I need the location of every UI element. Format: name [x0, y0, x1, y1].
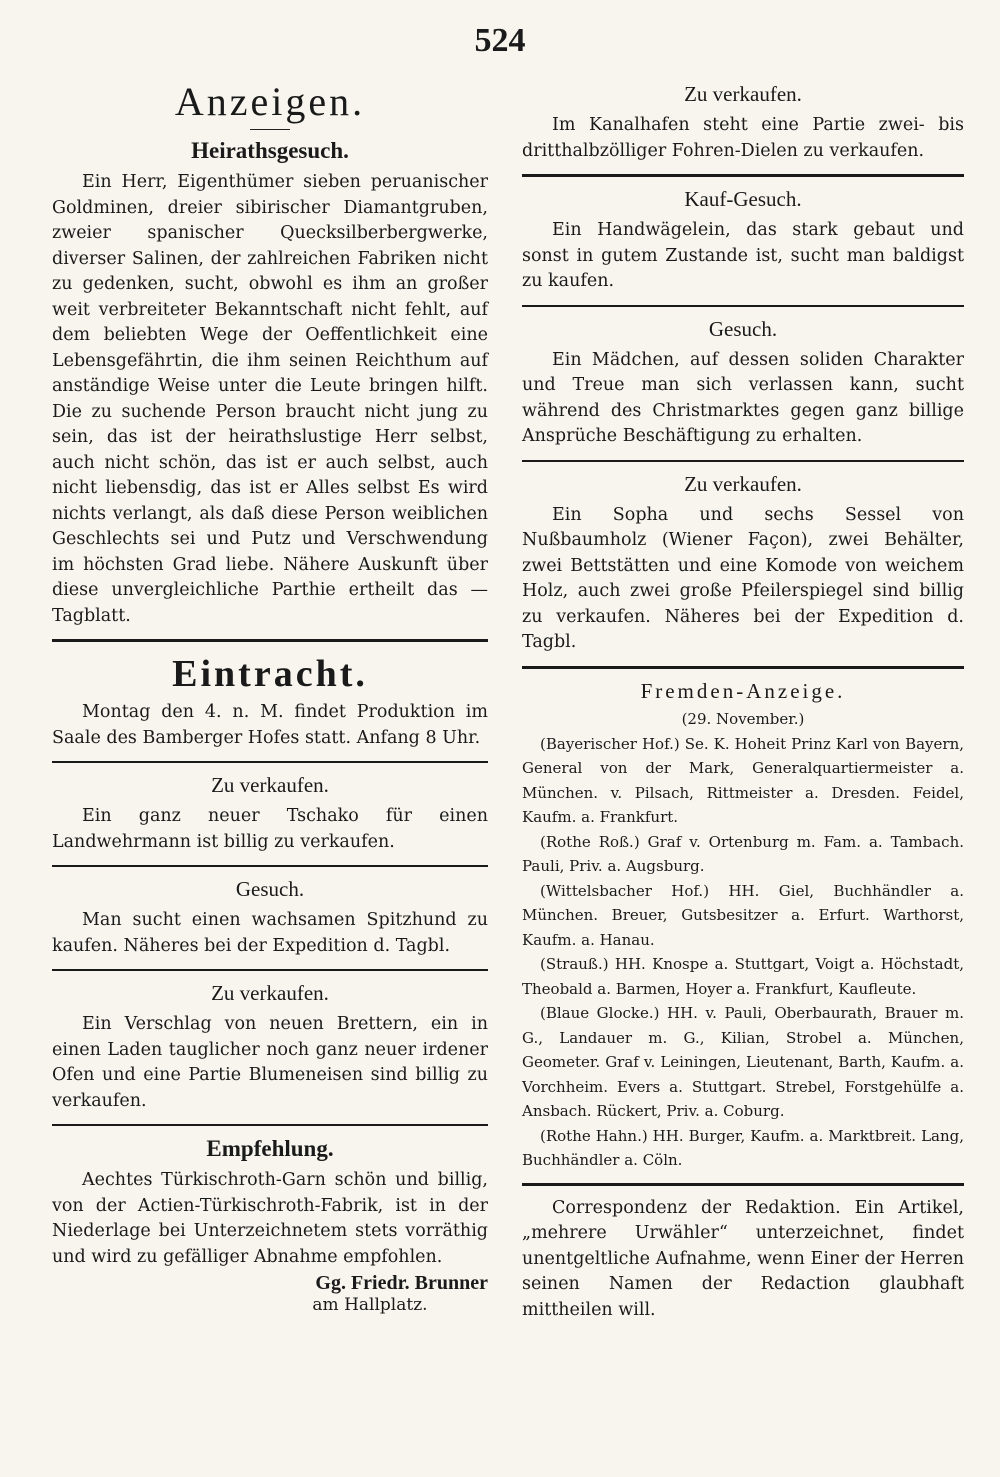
divider: [522, 174, 964, 177]
ad-text-eintracht: Montag den 4. n. M. findet Produktion im Saale des Bamberger Hofes statt. Anfang 8 Uhr.: [52, 702, 488, 748]
ad-sale-dielen: [522, 82, 964, 164]
ad-eintracht: [52, 652, 488, 751]
ad-title-marriage: Heirathsgesuch.: [191, 138, 349, 163]
divider: [52, 1124, 488, 1126]
visitor-entry: (Blaue Glocke.) HH. v. Pauli, Oberbaurath, Brauer m. G., Landauer m. G., Kilian, Strobel a. München, Geometer. Graf v. Leiningen, Lieutenant, Barth, Kaufm. a. Vorchheim. Evers a. Stuttgart. Strebel, Forstgehülfe a. Ansbach. Rückert, Priv. a. Coburg.: [522, 1004, 964, 1120]
ad-text-request: Ein Mädchen, auf dessen soliden Charakter und Treue man sich verlassen kann, sucht während des Christmarktes gegen ganz billige Ansprüche Beschäftigung zu erhalten.: [522, 349, 964, 446]
ad-title-sale: Zu verkaufen.: [211, 773, 329, 797]
ad-title-sale: Zu verkaufen.: [684, 471, 802, 496]
visitor-entry: (Rothe Roß.) Graf v. Ortenburg m. Fam. a. Tambach. Pauli, Priv. a. Augsburg.: [522, 832, 964, 875]
ad-sale-furniture: [522, 472, 964, 656]
signature-name: Gg. Friedr. Brunner: [315, 1272, 488, 1294]
ad-text-recommendation: Aechtes Türkischroth-Garn schön und billig, von der Actien-Türkischroth-Fabrik, ist in der Niederlage bei Unterzeichnetem stets vorräthig und wird zu gefälliger Abnahme empfohlen.: [52, 1170, 488, 1267]
ad-purchase: [522, 187, 964, 295]
divider: [522, 305, 964, 307]
divider: [52, 865, 488, 867]
ad-title-request: Gesuch.: [708, 316, 778, 341]
ad-sale-tschako: [52, 773, 488, 855]
visitor-entry: (Rothe Hahn.) HH. Burger, Kaufm. a. Marktbreit. Lang, Buchhändler a. Cöln.: [522, 1126, 964, 1169]
page-number: 524: [474, 22, 526, 59]
divider: [522, 1183, 964, 1186]
right-column: [522, 78, 964, 1323]
ad-text-purchase: Ein Handwägelein, das stark gebaut und sonst in gutem Zustande ist, sucht man baldigst zu kaufen.: [522, 220, 964, 291]
visitor-entry: (Wittelsbacher Hof.) HH. Giel, Buchhändler a. München. Breuer, Gutsbesitzer a. Erfurt. Warthorst, Kaufm. a. Hanau.: [522, 881, 964, 949]
ad-request-maid: [522, 317, 964, 450]
correspondence-note: [522, 1196, 964, 1324]
divider: [522, 666, 964, 669]
ad-text-marriage: Ein Herr, Eigenthümer sieben peruanischer Goldminen, dreier sibirischer Diamantgruben, zweier spanischer Quecksilberbergwerke, diverser Salinen, der zahlreichen Fabriken nicht zu gedenken, sucht, obwohl es ihm an großer weit verbreiteter Bekanntschaft nicht fehlt, auf dem beliebten Wege der Oeffentlichkeit eine Lebensgefährtin, die ihm seinen Reichthum auf anständige Weise unter die Leute bringen hilft. Die zu suchende Person braucht nicht jung zu sein, das ist der heirathslustige Herr selbst, auch nicht schön, das ist er auch selbst, auch nicht liebensdig, das ist er Alles selbst Es wird nichts verlangt, als daß diese Person weiblichen Geschlechts sei und Putz und Verschwendung im höchsten Grad liebe. Nähere Auskunft über diese unvergleichliche Parthie ertheilt das — Tagblatt.: [52, 172, 488, 626]
ad-title-eintracht: Eintracht.: [172, 653, 368, 695]
divider: [52, 969, 488, 971]
ad-request-dog: [52, 877, 488, 959]
correspondence-text: Correspondenz der Redaktion. Ein Artikel, „mehrere Urwähler“ unterzeichnet, findet unentgeltliche Aufnahme, wenn Einer der Herren seinen Namen der Redaction glaubhaft mittheilen will.: [522, 1197, 964, 1320]
ad-title-sale: Zu verkaufen.: [684, 82, 802, 106]
ad-text-sale: Ein ganz neuer Tschako für einen Landwehrmann ist billig zu verkaufen.: [52, 806, 488, 852]
ad-title-request: Gesuch.: [235, 877, 305, 901]
divider: [52, 639, 488, 642]
visitors-list: [522, 679, 964, 1173]
ad-title-sale: Zu verkaufen.: [211, 981, 329, 1005]
ad-text-sale: Ein Sopha und sechs Sessel von Nußbaumholz (Wiener Façon), zwei Behälter, zwei Bettstätten und eine Komode von weichem Holz, auch zwei große Pfeilerspiegel sind billig zu verkaufen. Näheres bei der Expedition d. Tagbl.: [522, 504, 964, 652]
visitor-entry: (Bayerischer Hof.) Se. K. Hoheit Prinz Karl von Bayern, General von der Mark, Generalquartiermeister a. München. v. Pilsach, Rittmeister a. Dresden. Feidel, Kaufm. a. Frankfurt.: [522, 734, 964, 826]
ad-marriage: [52, 138, 488, 629]
ad-text-request: Man sucht einen wachsamen Spitzhund zu kaufen. Näheres bei der Expedition d. Tagbl.: [52, 910, 488, 956]
short-divider: [250, 129, 290, 130]
signature-place: am Hallplatz.: [312, 1295, 428, 1315]
ad-title-purchase: Kauf-Gesuch.: [684, 187, 802, 211]
ad-title-recommendation: Empfehlung.: [206, 1136, 334, 1161]
section-heading: Anzeigen.: [174, 79, 366, 124]
divider: [52, 761, 488, 763]
ad-text-sale: Ein Verschlag von neuen Brettern, ein in einen Laden tauglicher noch ganz neuer irdener Ofen und eine Partie Blumeneisen sind billig zu verkaufen.: [52, 1014, 488, 1111]
ad-recommendation: [52, 1136, 488, 1315]
ad-title-visitors: Fremden-Anzeige.: [640, 678, 846, 703]
left-column: [52, 78, 488, 1315]
visitors-date: (29. November.): [681, 709, 805, 728]
divider: [522, 460, 964, 462]
ad-text-sale: Im Kanalhafen steht eine Partie zwei- bis dritthalbzölliger Fohren-Dielen zu verkaufen.: [522, 115, 964, 161]
visitor-entry: (Strauß.) HH. Knospe a. Stuttgart, Voigt a. Höchstadt, Theobald a. Barmen, Hoyer a. Frankfurt, Kaufleute.: [522, 955, 964, 998]
ad-sale-boards: [52, 981, 488, 1114]
